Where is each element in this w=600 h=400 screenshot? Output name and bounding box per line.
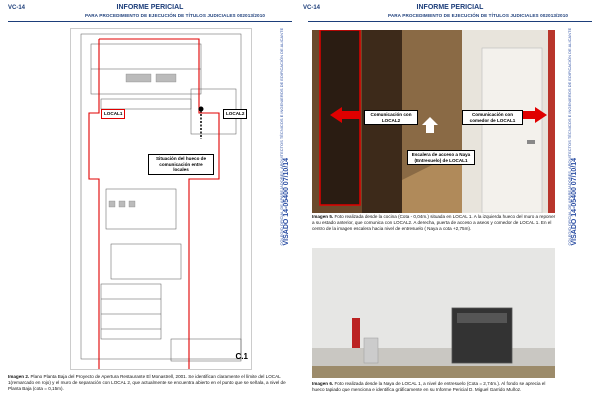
header-rule [308,21,592,22]
photo1-label-right: Comunicación con comedor de LOCAL1 [462,110,523,125]
photo1-label-left: Comunicación con LOCAL2 [364,110,418,125]
image6-caption [312,381,557,393]
image5-caption-text: Foto realizada desde la cocina (Cota - 0,04m.) situada en LOCAL 1. A la izquierda hueco del muro a reponer a su estado anterior, que comunica con LOCAL2. A derecha, puerta de acceso a aseos y comedor de LOCAL 1. En el centro de la imagen escalera hacia nivel de entresuelo ( Naya a cota +2,75m). [312,214,556,231]
visado-stamp-left [276,27,292,245]
visado-stamp-right [564,27,580,245]
opening-dot [199,107,204,112]
local1-outline [89,39,219,369]
image5-caption [312,214,557,232]
floor-plan-drawing [71,29,251,369]
photo-image6 [312,248,555,378]
stamp-visado: VISADO 14-05400 07/10/14 [571,157,578,245]
report-title: INFORME PERICIAL [416,4,484,11]
photo-naya [312,248,555,378]
photo-image5 [312,30,555,213]
document-code: VC-14 [8,5,26,11]
report-subtitle: PARA PROCEDIMIENTO DE EJECUCIÓN DE TÍTULOS JUDICIALES 002013/2010 [388,13,568,18]
floor-plan [70,28,252,370]
report-title: INFORME PERICIAL [116,4,184,11]
image5-caption-label: Imagen 5. [312,214,334,219]
header-rule [8,21,292,22]
local2-label: LOCAL2 [223,109,247,119]
document-code: VC-14 [303,5,321,11]
stamp-visado: VISADO 14-05400 07/10/14 [283,157,290,245]
image2-caption-text: Plano Planta Baja del Proyecto de Apertura Restaurante El Monastrell, 2001. Se identifican claramente el límite del LOCAL 1(remarcado en rojo) y el muro de separación con LOCAL 2, que actualmente se encuentra abierto en el punto que se señala, a nivel de Planta Baja (cota = 0,15m). [8,374,286,391]
stamp-org: COLEGIO OFICIAL DE APAREJADORES, ARQUITECTOS TÉCNICOS E INGENIEROS DE EDIFICACIÓN DE ALICANTE [279,27,284,245]
image6-caption-text: Foto realizada desde la Naya de LOCAL 1, a nivel de entresuelo (Cota = 2,74m.). Al fondo se aprecia el hueco tapiado que menciona e identifica gráficamente en su Informe Pericial D. Miguel Garrido Muñoz. [312,381,546,392]
sheet-number: C.1 [235,352,248,361]
image6-caption-label: Imagen 6. [312,381,334,386]
image2-caption-label: Imagen 2. [8,374,30,379]
report-subtitle: PARA PROCEDIMIENTO DE EJECUCIÓN DE TÍTULOS JUDICIALES 002013/2010 [85,13,265,18]
photo1-label-center: Escalera de acceso a Naya (Entresuelo) de LOCAL1 [407,150,475,165]
opening-note: Situación del hueco de comunicación entre locales [148,154,214,175]
image2-caption [8,374,288,392]
stamp-org: COLEGIO OFICIAL DE APAREJADORES, ARQUITECTOS TÉCNICOS E INGENIEROS DE EDIFICACIÓN DE ALICANTE [567,27,572,245]
local1-label: LOCAL1 [101,109,125,119]
